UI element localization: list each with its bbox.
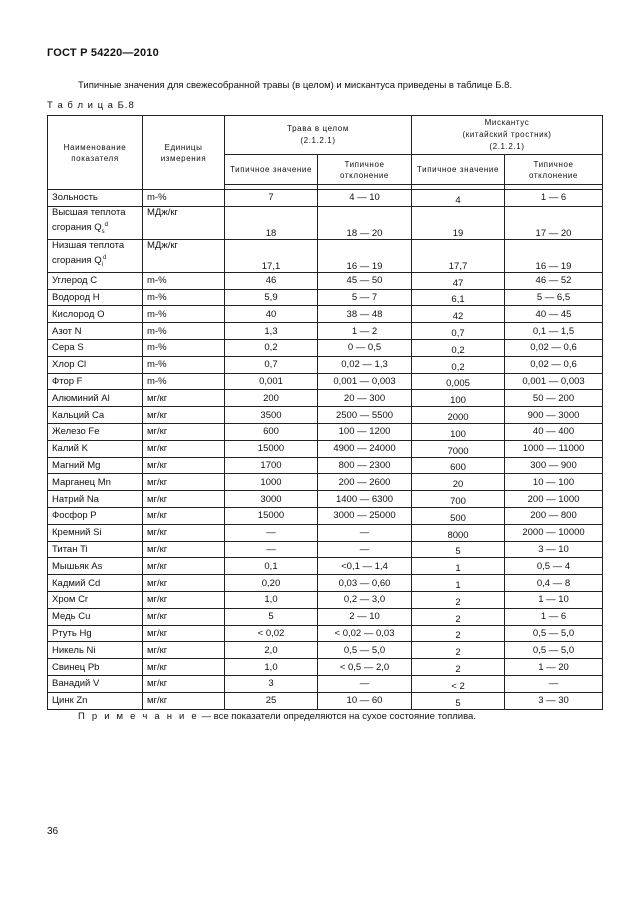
header-grass-typical: Типичное значение	[225, 155, 318, 185]
table-row	[48, 558, 603, 575]
indicator-name-text: Калий K	[52, 443, 88, 455]
grass-deviation-value: 0 — 0,5	[318, 339, 412, 356]
indicator-name	[48, 608, 143, 625]
note-text: — все показатели определяются на сухое состояние топлива.	[198, 711, 476, 722]
grass-typical-value: 1700	[225, 457, 318, 474]
standard-title: ГОСТ Р 54220—2010	[47, 47, 159, 59]
indicator-name-line1: Низшая теплота	[52, 240, 125, 252]
table-row	[48, 474, 603, 491]
indicator-unit: мг/кг	[143, 558, 225, 575]
indicator-unit: мг/кг	[143, 575, 225, 592]
grass-typical-value: < 0,02	[225, 625, 318, 642]
grass-deviation-value: < 0,02 — 0,03	[318, 625, 412, 642]
indicator-name-text: Фосфор P	[52, 510, 97, 522]
grass-deviation-value: 4900 — 24000	[318, 440, 412, 457]
grass-typical-value: 200	[225, 390, 318, 407]
grass-deviation-value: 0,03 — 0,60	[318, 575, 412, 592]
miscanthus-deviation-value: 1 — 20	[505, 659, 603, 676]
miscanthus-deviation-value: 40 — 45	[505, 306, 603, 323]
miscanthus-deviation-value: 0,5 — 5,0	[505, 642, 603, 659]
miscanthus-typical-value: 2	[412, 659, 505, 676]
indicator-name	[48, 659, 143, 676]
indicator-unit: МДж/кг	[143, 239, 225, 272]
table-row	[48, 675, 603, 692]
table-row	[48, 373, 603, 390]
miscanthus-deviation-value: 3 — 10	[505, 541, 603, 558]
grass-deviation-value: 18 — 20	[318, 206, 412, 239]
grass-typical-value: 5,9	[225, 289, 318, 306]
grass-typical-value: 17,1	[225, 239, 318, 272]
grass-typical-value: 1,0	[225, 659, 318, 676]
grass-typical-value: —	[225, 524, 318, 541]
header-miscanthus-group	[412, 116, 603, 155]
indicator-unit: m-%	[143, 339, 225, 356]
table-row	[48, 608, 603, 625]
indicator-name-text: Титан Ti	[52, 543, 88, 555]
indicator-unit: m-%	[143, 190, 225, 207]
grass-deviation-value: —	[318, 524, 412, 541]
grass-deviation-value: 0,2 — 3,0	[318, 591, 412, 608]
indicator-name	[48, 306, 143, 323]
grass-typical-value: —	[225, 541, 318, 558]
indicator-name-text: Цинк Zn	[52, 695, 88, 707]
indicator-unit: МДж/кг	[143, 206, 225, 239]
indicator-name	[48, 575, 143, 592]
indicator-unit: мг/кг	[143, 390, 225, 407]
indicator-name	[48, 190, 143, 207]
indicator-name-text: Углерод C	[52, 275, 98, 287]
indicator-name-text: Марганец Mn	[52, 476, 111, 488]
miscanthus-typical-value: 17,7	[412, 239, 505, 272]
header-miscanthus-typical: Типичное значение	[412, 155, 505, 185]
grass-typical-value: 25	[225, 692, 318, 709]
header-grass-deviation: Типичное отклонение	[318, 155, 412, 185]
miscanthus-subtitle: (китайский тростник)	[462, 130, 552, 139]
grass-typical-value: 0,7	[225, 356, 318, 373]
table-row	[48, 356, 603, 373]
miscanthus-typical-value: 7000	[412, 440, 505, 457]
table-row	[48, 239, 603, 272]
miscanthus-deviation-value: 40 — 400	[505, 423, 603, 440]
indicator-superscript: d	[104, 222, 108, 229]
indicator-name-text: Никель Ni	[52, 644, 96, 656]
indicator-name-text: Сера S	[52, 342, 84, 354]
grass-deviation-value: 16 — 19	[318, 239, 412, 272]
indicator-name-line2	[52, 252, 138, 271]
indicator-name	[48, 507, 143, 524]
miscanthus-deviation-value: 0,02 — 0,6	[505, 339, 603, 356]
properties-table	[47, 115, 603, 710]
grass-typical-value: 7	[225, 190, 318, 207]
intro-paragraph: Типичные значения для свежесобранной травы (в целом) и мискантуса приведены в таблице Б.8.	[78, 80, 513, 91]
grass-typical-value: 1,0	[225, 591, 318, 608]
indicator-name-text: Алюминий Al	[52, 392, 110, 404]
table-row	[48, 457, 603, 474]
grass-deviation-value: 0,5 — 5,0	[318, 642, 412, 659]
miscanthus-typical-value: 1	[412, 558, 505, 575]
miscanthus-deviation-value: 16 — 19	[505, 239, 603, 272]
indicator-name	[48, 407, 143, 424]
grass-deviation-value: 3000 — 25000	[318, 507, 412, 524]
table-row	[48, 339, 603, 356]
indicator-name	[48, 289, 143, 306]
grass-deviation-value: 100 — 1200	[318, 423, 412, 440]
indicator-name-text: Кислород O	[52, 308, 105, 320]
miscanthus-typical-value: 47	[412, 272, 505, 289]
grass-typical-value: 3	[225, 675, 318, 692]
grass-typical-value: 1000	[225, 474, 318, 491]
miscanthus-deviation-value: 1 — 6	[505, 190, 603, 207]
indicator-name	[48, 272, 143, 289]
indicator-unit: мг/кг	[143, 423, 225, 440]
table-row	[48, 289, 603, 306]
miscanthus-typical-value: 19	[412, 206, 505, 239]
indicator-name-line1: Высшая теплота	[52, 207, 126, 219]
miscanthus-typical-value: 0,7	[412, 323, 505, 340]
miscanthus-deviation-value: 0,1 — 1,5	[505, 323, 603, 340]
table-row	[48, 524, 603, 541]
miscanthus-typical-value: 2	[412, 625, 505, 642]
indicator-unit: мг/кг	[143, 692, 225, 709]
grass-deviation-value: < 0,5 — 2,0	[318, 659, 412, 676]
indicator-name-text: Хром Cr	[52, 594, 89, 606]
indicator-name	[48, 625, 143, 642]
indicator-name	[48, 356, 143, 373]
indicator-unit: мг/кг	[143, 440, 225, 457]
indicator-name	[48, 524, 143, 541]
indicator-name-text: Натрий Na	[52, 493, 99, 505]
miscanthus-typical-value: 700	[412, 491, 505, 508]
table-row	[48, 206, 603, 239]
indicator-unit: мг/кг	[143, 507, 225, 524]
indicator-unit: мг/кг	[143, 675, 225, 692]
grass-typical-value: 46	[225, 272, 318, 289]
table-row	[48, 575, 603, 592]
miscanthus-typical-value: 0,2	[412, 339, 505, 356]
indicator-subscript: i	[101, 262, 103, 269]
indicator-name	[48, 457, 143, 474]
indicator-name	[48, 558, 143, 575]
miscanthus-typical-value: 2000	[412, 407, 505, 424]
indicator-unit: мг/кг	[143, 591, 225, 608]
table-row	[48, 323, 603, 340]
table-row	[48, 625, 603, 642]
table-row	[48, 541, 603, 558]
table-body	[48, 190, 603, 710]
miscanthus-deviation-value: 50 — 200	[505, 390, 603, 407]
indicator-unit: мг/кг	[143, 457, 225, 474]
grass-deviation-value: 2500 — 5500	[318, 407, 412, 424]
miscanthus-typical-value: < 2	[412, 675, 505, 692]
miscanthus-typical-value: 100	[412, 390, 505, 407]
miscanthus-deviation-value: —	[505, 675, 603, 692]
table-row	[48, 591, 603, 608]
table-row	[48, 642, 603, 659]
miscanthus-typical-value: 500	[412, 507, 505, 524]
table-row	[48, 407, 603, 424]
table-row	[48, 390, 603, 407]
miscanthus-deviation-value: 0,001 — 0,003	[505, 373, 603, 390]
miscanthus-deviation-value: 0,5 — 5,0	[505, 625, 603, 642]
miscanthus-deviation-value: 1000 — 11000	[505, 440, 603, 457]
grass-deviation-value: 200 — 2600	[318, 474, 412, 491]
indicator-unit: мг/кг	[143, 407, 225, 424]
indicator-name-text: Кальций Ca	[52, 409, 105, 421]
indicator-name	[48, 642, 143, 659]
indicator-name	[48, 390, 143, 407]
indicator-name	[48, 423, 143, 440]
miscanthus-deviation-value: 46 — 52	[505, 272, 603, 289]
indicator-subscript: s	[101, 229, 105, 236]
indicator-unit: мг/кг	[143, 625, 225, 642]
grass-typical-value: 0,20	[225, 575, 318, 592]
miscanthus-typical-value: 5	[412, 541, 505, 558]
table-row	[48, 440, 603, 457]
indicator-unit: мг/кг	[143, 608, 225, 625]
miscanthus-title: Мискантус	[484, 118, 530, 127]
indicator-unit: мг/кг	[143, 659, 225, 676]
miscanthus-typical-value: 100	[412, 423, 505, 440]
grass-title: Трава в целом	[287, 124, 349, 133]
grass-deviation-value: 1 — 2	[318, 323, 412, 340]
grass-deviation-value: 5 — 7	[318, 289, 412, 306]
indicator-name-text: Зольность	[52, 192, 98, 204]
indicator-name-text: Железо Fe	[52, 426, 100, 438]
miscanthus-deviation-value: 200 — 800	[505, 507, 603, 524]
indicator-unit: мг/кг	[143, 524, 225, 541]
miscanthus-typical-value: 6,1	[412, 289, 505, 306]
indicator-superscript: d	[102, 255, 107, 262]
indicator-name-text: сгорания Q	[52, 255, 102, 267]
grass-deviation-value: —	[318, 541, 412, 558]
grass-deviation-value: 20 — 300	[318, 390, 412, 407]
miscanthus-deviation-value: 10 — 100	[505, 474, 603, 491]
grass-typical-value: 0,1	[225, 558, 318, 575]
miscanthus-typical-value: 2	[412, 608, 505, 625]
grass-deviation-value: <0,1 — 1,4	[318, 558, 412, 575]
indicator-name-text: сгорания Q	[52, 222, 102, 234]
indicator-unit: m-%	[143, 323, 225, 340]
miscanthus-deviation-value: 1 — 10	[505, 591, 603, 608]
indicator-name	[48, 591, 143, 608]
indicator-name	[48, 440, 143, 457]
table-row	[48, 306, 603, 323]
indicator-unit: m-%	[143, 356, 225, 373]
table-row	[48, 190, 603, 207]
grass-deviation-value: 1400 — 6300	[318, 491, 412, 508]
miscanthus-typical-value: 5	[412, 692, 505, 709]
grass-typical-value: 1,3	[225, 323, 318, 340]
grass-typical-value: 15000	[225, 507, 318, 524]
indicator-name	[48, 541, 143, 558]
indicator-name	[48, 323, 143, 340]
miscanthus-typical-value: 8000	[412, 524, 505, 541]
header-grass-group	[225, 116, 412, 155]
indicator-name-text: Медь Cu	[52, 611, 91, 623]
table-row	[48, 692, 603, 709]
indicator-name	[48, 692, 143, 709]
miscanthus-deviation-value: 0,4 — 8	[505, 575, 603, 592]
grass-typical-value: 2,0	[225, 642, 318, 659]
grass-typical-value: 18	[225, 206, 318, 239]
miscanthus-deviation-value: 900 — 3000	[505, 407, 603, 424]
table-row	[48, 507, 603, 524]
indicator-name	[48, 373, 143, 390]
miscanthus-deviation-value: 5 — 6,5	[505, 289, 603, 306]
table-row	[48, 491, 603, 508]
miscanthus-typical-value: 600	[412, 457, 505, 474]
grass-deviation-value: 10 — 60	[318, 692, 412, 709]
miscanthus-deviation-value: 0,02 — 0,6	[505, 356, 603, 373]
grass-deviation-value: 4 — 10	[318, 190, 412, 207]
header-miscanthus-deviation: Типичное отклонение	[505, 155, 603, 185]
grass-deviation-value: —	[318, 675, 412, 692]
grass-deviation-value: 38 — 48	[318, 306, 412, 323]
indicator-name-text: Мышьяк As	[52, 560, 103, 572]
indicator-unit: мг/кг	[143, 642, 225, 659]
indicator-name-text: Кадмий Cd	[52, 577, 101, 589]
header-units: Единицы измерения	[143, 116, 225, 190]
indicator-name	[48, 491, 143, 508]
grass-typical-value: 40	[225, 306, 318, 323]
grass-deviation-value: 800 — 2300	[318, 457, 412, 474]
indicator-name-text: Азот N	[52, 325, 82, 337]
miscanthus-typical-value: 42	[412, 306, 505, 323]
grass-deviation-value: 0,001 — 0,003	[318, 373, 412, 390]
indicator-name-text: Кремний Si	[52, 527, 102, 539]
grass-typical-value: 600	[225, 423, 318, 440]
indicator-name	[48, 206, 143, 239]
indicator-name-text: Свинец Pb	[52, 661, 100, 673]
grass-typical-value: 3500	[225, 407, 318, 424]
miscanthus-deviation-value: 200 — 1000	[505, 491, 603, 508]
indicator-unit: m-%	[143, 272, 225, 289]
indicator-name-text: Водород H	[52, 291, 100, 303]
page-number: 36	[47, 826, 59, 837]
grass-deviation-value: 2 — 10	[318, 608, 412, 625]
indicator-name	[48, 339, 143, 356]
miscanthus-typical-value: 20	[412, 474, 505, 491]
grass-typical-value: 3000	[225, 491, 318, 508]
indicator-name	[48, 239, 143, 272]
indicator-name-text: Хлор Cl	[52, 359, 87, 371]
miscanthus-typical-value: 2	[412, 642, 505, 659]
grass-typical-value: 0,2	[225, 339, 318, 356]
table-row	[48, 272, 603, 289]
table-row	[48, 659, 603, 676]
miscanthus-typical-value: 2	[412, 591, 505, 608]
indicator-name-text: Ванадий V	[52, 678, 100, 690]
miscanthus-deviation-value: 300 — 900	[505, 457, 603, 474]
indicator-name-text: Ртуть Hg	[52, 627, 92, 639]
miscanthus-ref: (2.1.2.1)	[489, 142, 525, 151]
grass-deviation-value: 45 — 50	[318, 272, 412, 289]
grass-ref: (2.1.2.1)	[300, 136, 336, 145]
indicator-name	[48, 474, 143, 491]
header-indicator-name: Наименование показателя	[48, 116, 143, 190]
indicator-unit: мг/кг	[143, 474, 225, 491]
indicator-unit: m-%	[143, 373, 225, 390]
miscanthus-typical-value: 0,005	[412, 373, 505, 390]
grass-deviation-value: 0,02 — 1,3	[318, 356, 412, 373]
miscanthus-deviation-value: 3 — 30	[505, 692, 603, 709]
miscanthus-deviation-value: 2000 — 10000	[505, 524, 603, 541]
indicator-unit: мг/кг	[143, 491, 225, 508]
indicator-name-text: Фтор F	[52, 375, 83, 387]
indicator-unit: мг/кг	[143, 541, 225, 558]
miscanthus-typical-value: 0,2	[412, 356, 505, 373]
miscanthus-deviation-value: 0,5 — 4	[505, 558, 603, 575]
indicator-unit: m-%	[143, 289, 225, 306]
miscanthus-deviation-value: 17 — 20	[505, 206, 603, 239]
grass-typical-value: 0,001	[225, 373, 318, 390]
grass-typical-value: 5	[225, 608, 318, 625]
miscanthus-deviation-value: 1 — 6	[505, 608, 603, 625]
indicator-name-line2	[52, 219, 138, 238]
miscanthus-typical-value: 4	[412, 190, 505, 207]
indicator-unit: m-%	[143, 306, 225, 323]
note-label: П р и м е ч а н и е	[78, 711, 199, 722]
table-caption: Т а б л и ц а Б.8	[47, 100, 135, 111]
table-row	[48, 423, 603, 440]
table-note	[78, 711, 476, 722]
indicator-name	[48, 675, 143, 692]
indicator-name-text: Магний Mg	[52, 459, 101, 471]
grass-typical-value: 15000	[225, 440, 318, 457]
miscanthus-typical-value: 1	[412, 575, 505, 592]
